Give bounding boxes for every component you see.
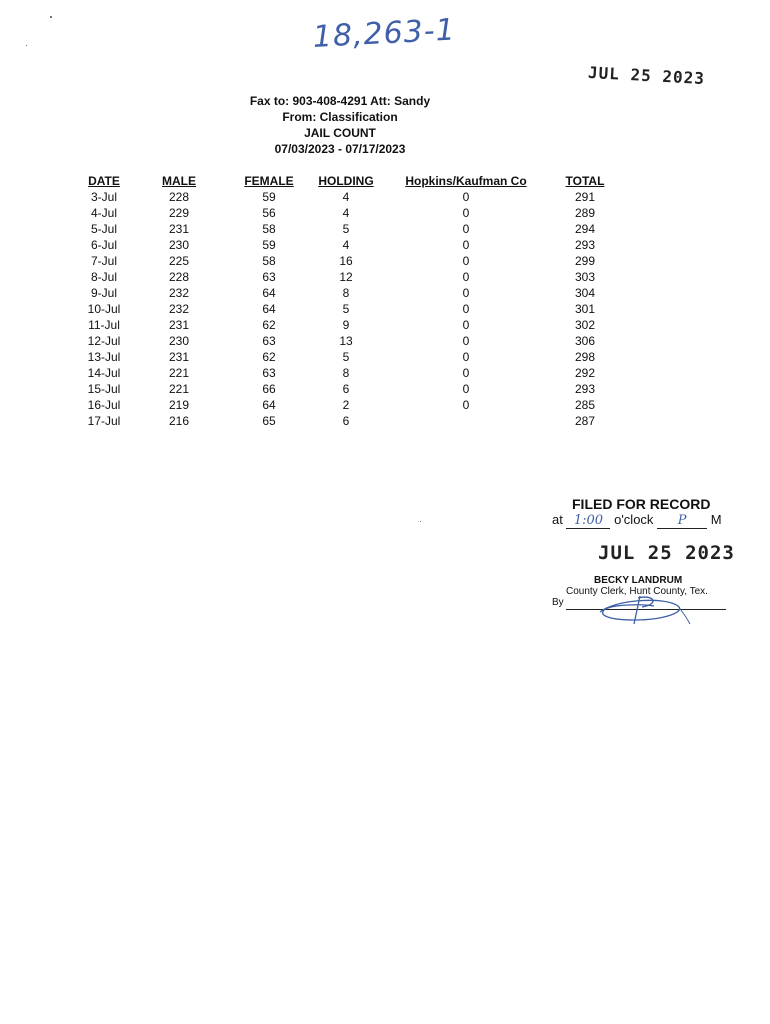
- cell-total: 306: [574, 334, 596, 348]
- column-header-date: DATE: [88, 173, 120, 188]
- table-row: [80, 189, 622, 205]
- cell-hopkins-kaufman: [384, 413, 548, 429]
- cell-holding: 9: [342, 318, 350, 332]
- table-row: [80, 253, 622, 269]
- cell-holding: 5: [342, 350, 350, 364]
- column-header-hopkins-kaufman: Hopkins/Kaufman Co: [405, 173, 527, 188]
- cell-male: 231: [168, 350, 190, 364]
- cell-date: 3-Jul: [90, 190, 117, 204]
- cell-holding: 8: [342, 286, 350, 300]
- cell-male: 216: [168, 414, 190, 428]
- column-header-male: MALE: [162, 173, 196, 188]
- cell-female: 64: [262, 286, 276, 300]
- cell-date: 4-Jul: [90, 206, 117, 220]
- cell-male: 232: [168, 286, 190, 300]
- fax-header: [0, 93, 680, 157]
- cell-female: 58: [262, 254, 276, 268]
- table-row: [80, 365, 622, 381]
- cell-male: 228: [168, 190, 190, 204]
- cell-hopkins-kaufman: 0: [462, 350, 470, 364]
- cell-total: 304: [574, 286, 596, 300]
- cell-holding: 5: [342, 302, 350, 316]
- cell-total: 287: [574, 414, 596, 428]
- cell-female: 66: [262, 382, 276, 396]
- m-label: M: [710, 512, 722, 527]
- cell-total: 298: [574, 350, 596, 364]
- cell-hopkins-kaufman: 0: [462, 254, 470, 268]
- cell-hopkins-kaufman: 0: [462, 398, 470, 412]
- table-row: [80, 413, 622, 429]
- cell-holding: 16: [339, 254, 353, 268]
- cell-male: 225: [168, 254, 190, 268]
- cell-date: 15-Jul: [87, 382, 121, 396]
- cell-hopkins-kaufman: 0: [462, 302, 470, 316]
- cell-date: 17-Jul: [87, 414, 121, 428]
- table-row: [80, 237, 622, 253]
- table-header-row: [80, 172, 622, 189]
- cell-total: 302: [574, 318, 596, 332]
- cell-hopkins-kaufman: 0: [462, 318, 470, 332]
- by-label: By: [552, 597, 564, 608]
- cell-female: 59: [262, 190, 276, 204]
- cell-total: 292: [574, 366, 596, 380]
- cell-date: 14-Jul: [87, 366, 121, 380]
- speck-mark: [26, 45, 27, 46]
- jail-count-table: [80, 172, 622, 429]
- cell-female: 63: [262, 270, 276, 284]
- cell-hopkins-kaufman: 0: [462, 286, 470, 300]
- filed-for-record-title: FILED FOR RECORD: [572, 496, 711, 512]
- cell-date: 16-Jul: [87, 398, 121, 412]
- cell-holding: 8: [342, 366, 350, 380]
- cell-male: 219: [168, 398, 190, 412]
- cell-date: 6-Jul: [90, 238, 117, 252]
- cell-female: 63: [262, 366, 276, 380]
- cell-hopkins-kaufman: 0: [462, 270, 470, 284]
- cell-male: 232: [168, 302, 190, 316]
- cell-holding: 4: [342, 206, 350, 220]
- cell-female: 56: [262, 206, 276, 220]
- table-row: [80, 301, 622, 317]
- cell-male: 230: [168, 238, 190, 252]
- cell-total: 294: [574, 222, 596, 236]
- from-line: From: Classification: [282, 110, 398, 124]
- cell-male: 231: [168, 222, 190, 236]
- document-title: JAIL COUNT: [304, 126, 376, 140]
- cell-total: 301: [574, 302, 596, 316]
- cell-total: 293: [574, 238, 596, 252]
- cell-holding: 12: [339, 270, 353, 284]
- cell-female: 59: [262, 238, 276, 252]
- cell-holding: 4: [342, 190, 350, 204]
- cell-total: 285: [574, 398, 596, 412]
- table-row: [80, 285, 622, 301]
- cell-total: 303: [574, 270, 596, 284]
- cell-female: 64: [262, 302, 276, 316]
- table-row: [80, 381, 622, 397]
- speck-mark: [50, 16, 52, 18]
- filed-ampm-value: P: [657, 513, 707, 529]
- cell-holding: 2: [342, 398, 350, 412]
- cell-date: 8-Jul: [90, 270, 117, 284]
- column-header-total: TOTAL: [565, 173, 605, 188]
- clerk-title: County Clerk, Hunt County, Tex.: [566, 586, 708, 597]
- table-row: [80, 205, 622, 221]
- table-row: [80, 269, 622, 285]
- clerk-name: BECKY LANDRUM: [594, 575, 683, 586]
- cell-hopkins-kaufman: 0: [462, 222, 470, 236]
- cell-date: 10-Jul: [87, 302, 121, 316]
- cell-male: 221: [168, 366, 190, 380]
- cell-hopkins-kaufman: 0: [462, 238, 470, 252]
- cell-date: 13-Jul: [87, 350, 121, 364]
- oclock-label: o'clock: [614, 512, 654, 527]
- cell-date: 5-Jul: [90, 222, 117, 236]
- table-row: [80, 349, 622, 365]
- cell-total: 291: [574, 190, 596, 204]
- cell-date: 12-Jul: [87, 334, 121, 348]
- cell-holding: 6: [342, 382, 350, 396]
- cell-holding: 4: [342, 238, 350, 252]
- cell-holding: 5: [342, 222, 350, 236]
- cell-male: 228: [168, 270, 190, 284]
- cell-hopkins-kaufman: 0: [462, 382, 470, 396]
- cell-male: 231: [168, 318, 190, 332]
- cell-hopkins-kaufman: 0: [462, 366, 470, 380]
- filed-time-line: [552, 512, 722, 529]
- table-row: [80, 333, 622, 349]
- cell-date: 11-Jul: [88, 318, 120, 332]
- date-range: 07/03/2023 - 07/17/2023: [274, 142, 406, 156]
- cell-male: 221: [168, 382, 190, 396]
- table-row: [80, 317, 622, 333]
- cell-total: 293: [574, 382, 596, 396]
- at-label: at: [552, 512, 563, 527]
- cell-hopkins-kaufman: 0: [462, 206, 470, 220]
- table-body: [80, 189, 622, 429]
- cell-female: 64: [262, 398, 276, 412]
- fax-to-line: Fax to: 903-408-4291 Att: Sandy: [249, 94, 431, 108]
- cell-holding: 13: [339, 334, 353, 348]
- cell-hopkins-kaufman: 0: [462, 334, 470, 348]
- speck-mark: [420, 521, 421, 522]
- cell-date: 7-Jul: [90, 254, 117, 268]
- cell-date: 9-Jul: [90, 286, 117, 300]
- deputy-signature: [594, 590, 704, 626]
- cell-female: 58: [262, 222, 276, 236]
- cell-female: 62: [262, 318, 276, 332]
- received-date-stamp: JUL 25 2023: [587, 62, 706, 89]
- column-header-female: FEMALE: [244, 173, 294, 188]
- cell-hopkins-kaufman: 0: [462, 190, 470, 204]
- filed-date-stamp: JUL 25 2023: [598, 542, 735, 564]
- table-row: [80, 221, 622, 237]
- filed-time-value: 1:00: [566, 513, 610, 529]
- cell-total: 299: [574, 254, 596, 268]
- column-header-holding: HOLDING: [318, 173, 374, 188]
- cell-total: 289: [574, 206, 596, 220]
- handwritten-file-number: 18,263-1: [312, 12, 457, 55]
- cell-holding: 6: [342, 414, 350, 428]
- cell-female: 63: [262, 334, 276, 348]
- cell-female: 65: [262, 414, 276, 428]
- cell-female: 62: [262, 350, 276, 364]
- cell-male: 230: [168, 334, 190, 348]
- cell-male: 229: [168, 206, 190, 220]
- table-row: [80, 397, 622, 413]
